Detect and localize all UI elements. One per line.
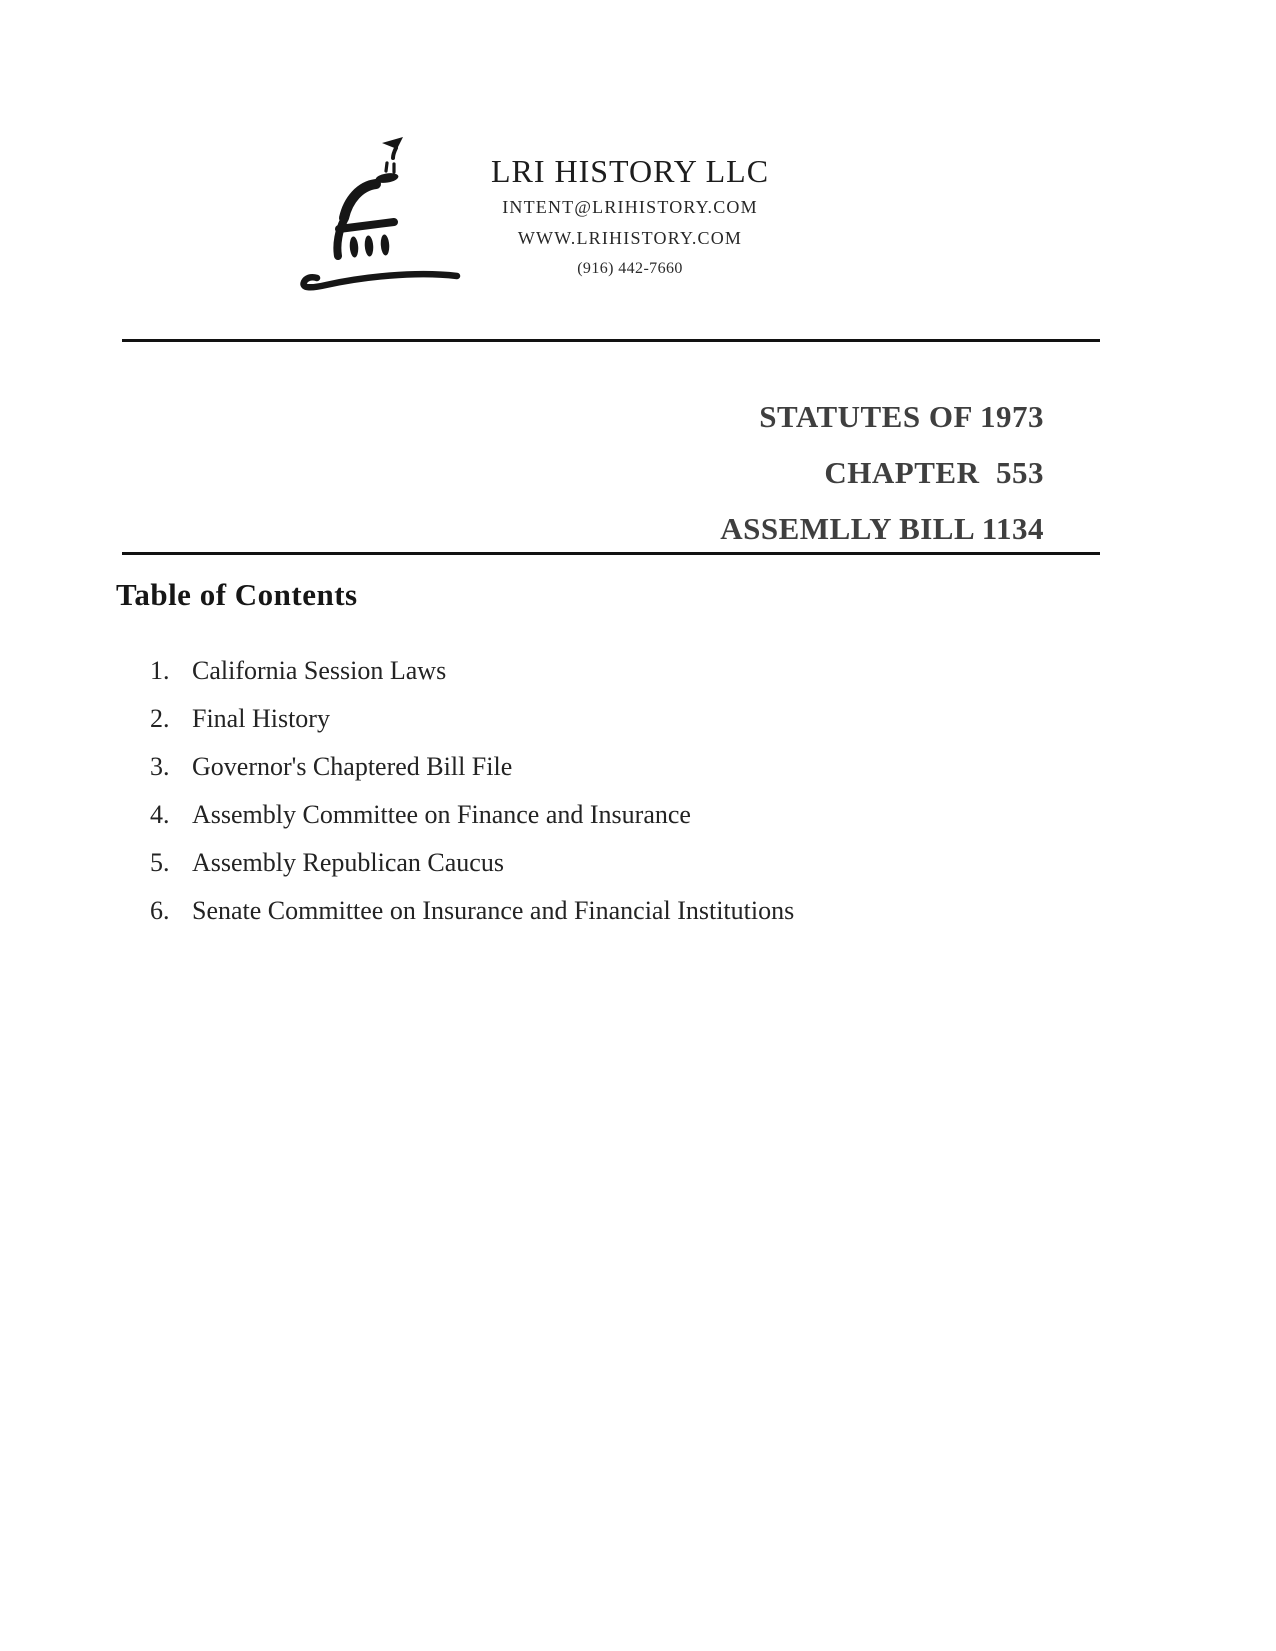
toc-item-label: Governor's Chaptered Bill File (192, 752, 513, 781)
toc-item-label: Assembly Committee on Finance and Insurance (192, 800, 691, 829)
toc-heading: Table of Contents (116, 577, 358, 612)
toc-item-label: Senate Committee on Insurance and Financial Institutions (192, 896, 795, 925)
toc-item-number: 2. (150, 704, 170, 733)
document-title-block (720, 389, 1044, 557)
website-url: WWW.LRIHISTORY.COM (517, 228, 743, 248)
toc-item-label: Final History (192, 704, 330, 733)
toc-item-number: 4. (150, 800, 170, 829)
email-address: INTENT@LRIHISTORY.COM (502, 197, 758, 217)
toc-item (150, 695, 794, 743)
toc-item-number: 5. (150, 848, 170, 877)
company-name: LRI HISTORY LLC (490, 153, 770, 189)
letterhead (410, 150, 850, 284)
assembly-bill-line: ASSEMLLY BILL 1134 (720, 511, 1044, 546)
horizontal-rule-bottom (122, 552, 1100, 555)
toc-item-number: 1. (150, 656, 170, 685)
toc-item (150, 743, 794, 791)
toc-item (150, 887, 794, 935)
toc-item-label: Assembly Republican Caucus (192, 848, 504, 877)
phone-number: (916) 442-7660 (577, 260, 683, 277)
chapter-number-line: CHAPTER 553 (824, 455, 1044, 490)
statutes-year-line: STATUTES OF 1973 (759, 399, 1044, 434)
toc-item-number: 6. (150, 896, 170, 925)
toc-item (150, 647, 794, 695)
horizontal-rule-top (122, 339, 1100, 342)
toc-list (150, 647, 794, 935)
toc-item-label: California Session Laws (192, 656, 447, 685)
toc-item (150, 791, 794, 839)
toc-item-number: 3. (150, 752, 170, 781)
toc-item (150, 839, 794, 887)
